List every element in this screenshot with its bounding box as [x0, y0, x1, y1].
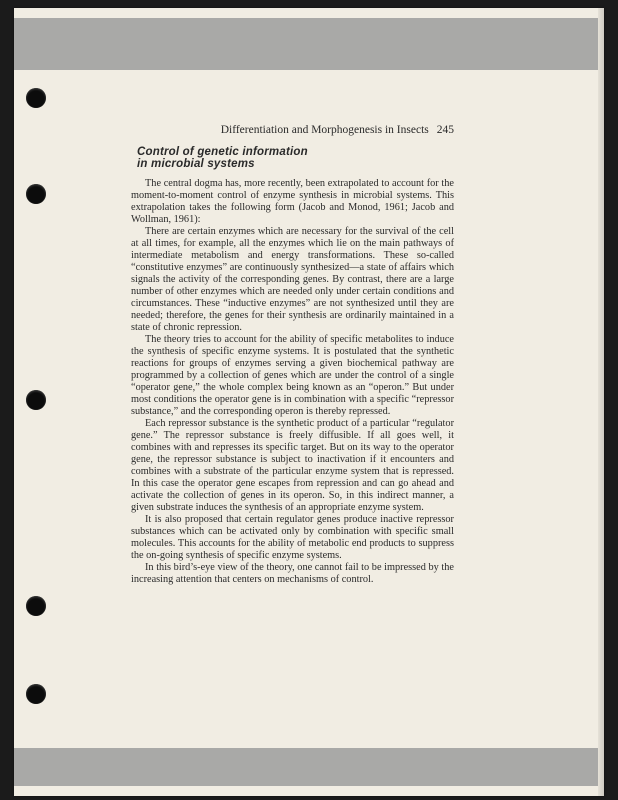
section-title-line-1: Control of genetic information: [137, 146, 308, 158]
page-content: [131, 124, 454, 586]
paragraph: It is also proposed that certain regulator genes produce inactive repressor substances which can be activated only by combination with specific small molecules. This accounts for the ability of metabolic end products to suppress the on-going synthesis of specific enzyme systems.: [131, 514, 454, 561]
running-head-title: Differentiation and Morphogenesis in Insects: [220, 124, 429, 136]
page-number: 245: [436, 124, 454, 136]
binder-hole: [26, 684, 46, 704]
running-head: [131, 124, 454, 136]
paragraph: In this bird’s-eye view of the theory, one cannot fail to be impressed by the increasing attention that centers on mechanisms of control.: [131, 562, 454, 585]
top-gray-band: [14, 18, 604, 70]
binder-hole: [26, 596, 46, 616]
paragraph: The central dogma has, more recently, been extrapolated to account for the moment-to-moment control of enzyme synthesis in microbial systems. This extrapolation takes the following form (Jacob and Monod, 1961; Jacob and Wollman, 1961):: [131, 178, 454, 225]
section-title-line-2: in microbial systems: [137, 158, 255, 170]
paragraph: Each repressor substance is the synthetic product of a particular “regulator gene.” The repressor substance is freely diffusible. If all goes well, it combines with and represses its specific target. But on its way to the operator gene, the repressor substance is subject to inactivation if it encounters and combines with a substrate of the particular enzyme system that is repressed. In this case the operator gene escapes from repression and can go ahead and activate the collection of genes in its operon. So, in this indirect manner, a given substrate induces the synthesis of an appropriate enzyme system.: [131, 418, 454, 513]
binder-hole: [26, 390, 46, 410]
paragraph: The theory tries to account for the ability of specific metabolites to induce the synthesis of specific enzyme systems. It is postulated that the synthetic reactions for groups of enzymes serving a given biochemical pathway are programmed by a collection of genes which are under the control of a single “operator gene,” the whole complex being known as an “operon.” But under most conditions the operator gene is in combination with a specific “repressor substance,” and the corresponding operon is thereby repressed.: [131, 334, 454, 417]
binder-hole: [26, 184, 46, 204]
section-title: [131, 146, 454, 170]
page-edge: [598, 8, 604, 796]
paragraph: There are certain enzymes which are necessary for the survival of the cell at all times, for example, all the enzymes which lie on the main pathways of intermediate metabolism and energy transformations. These so-called “constitutive enzymes” are continuously synthesized—a state of affairs which signals the activity of the corresponding genes. By contrast, there are a large number of other enzymes which are needed only under certain conditions and circumstances. These “inductive enzymes” are not synthesized until they are needed; therefore, the genes for their synthesis are ordinarily maintained in a state of chronic repression.: [131, 226, 454, 333]
bottom-gray-band: [14, 748, 604, 786]
binder-hole: [26, 88, 46, 108]
